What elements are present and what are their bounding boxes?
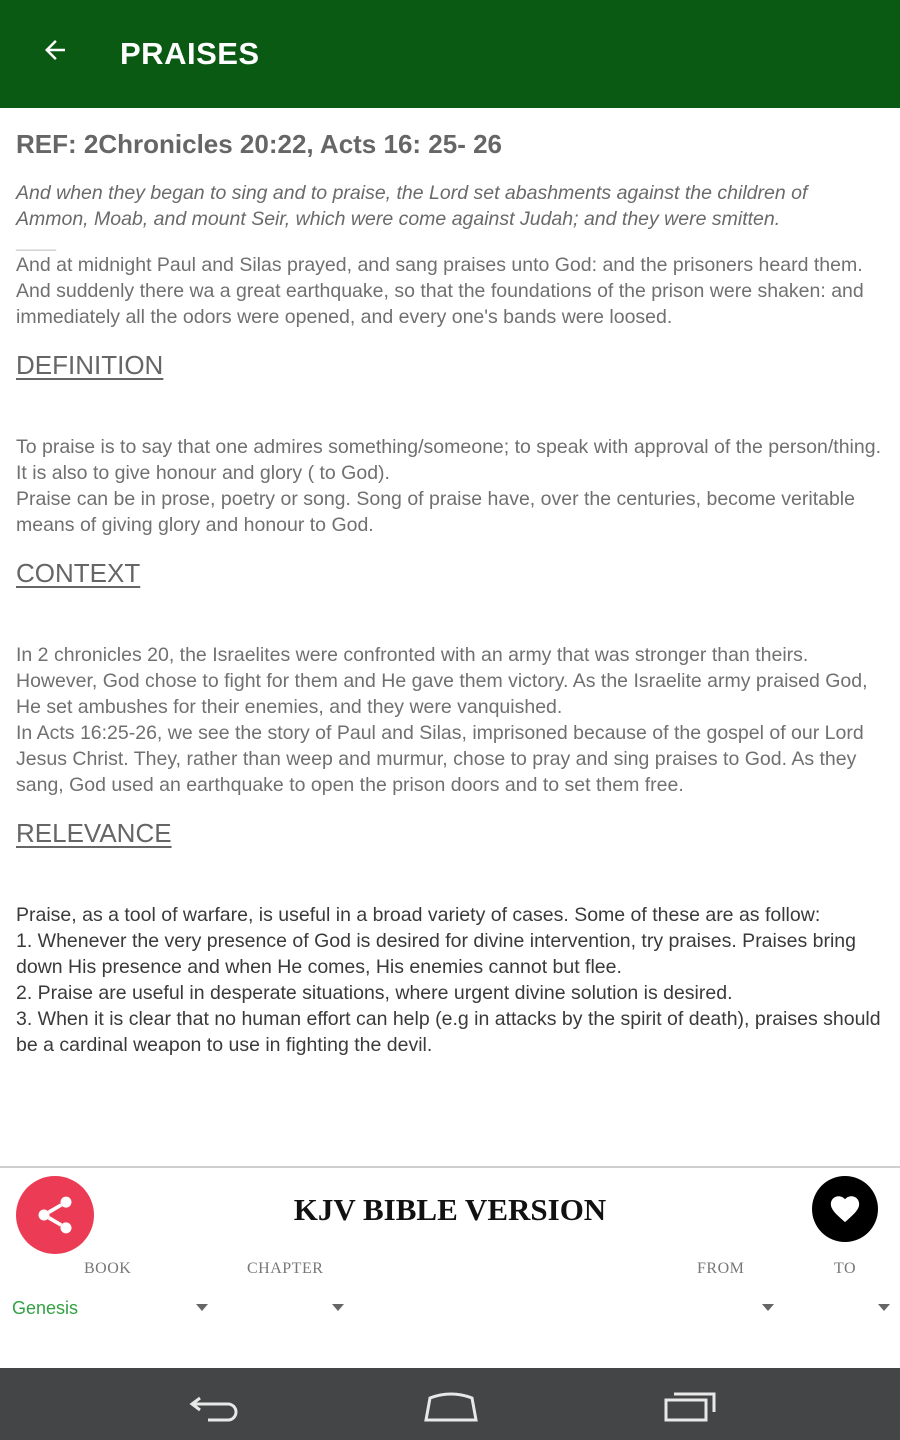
verse-line: And suddenly there wa a great earthquake, so that the foundations of the prison were shaken: and immediately all the odors were opened, and every one's bands were loosed. [16, 280, 864, 328]
verse-separator: ______ [16, 237, 57, 251]
bible-selector-panel [0, 1168, 900, 1368]
verse-line: And at midnight Paul and Silas prayed, and sang praises unto God: and the prisoners heard them. [16, 254, 863, 276]
arrow-left-icon [40, 35, 70, 65]
book-spinner[interactable] [12, 1288, 212, 1328]
nav-recents-icon [656, 1382, 726, 1426]
book-label: BOOK [84, 1260, 132, 1277]
chapter-spinner[interactable] [240, 1288, 350, 1328]
version-title: KJV BIBLE VERSION [293, 1192, 607, 1227]
heart-icon [828, 1192, 862, 1226]
to-spinner[interactable] [800, 1288, 896, 1328]
relevance-paragraph: Praise, as a tool of warfare, is useful in a broad variety of cases. Some of these are as follow: [16, 904, 821, 926]
page-title: PRAISES [120, 36, 260, 71]
favorite-button[interactable] [812, 1176, 878, 1242]
chevron-down-icon [196, 1304, 208, 1311]
book-value: Genesis [12, 1298, 79, 1318]
verse-text: And when they began to sing and to praise, the Lord set abashments against the children of Ammon, Moab, and mount Seir, which were come against Judah; and they were smitten. [16, 182, 808, 230]
definition-paragraph: To praise is to say that one admires something/someone; to speak with approval of the person/thing. It is also to give honour and glory ( to God). [16, 436, 881, 484]
context-paragraph: In 2 chronicles 20, the Israelites were confronted with an army that was stronger than theirs. However, God chose to fight for them and He gave them victory. As the Israelite army praised God, He set ambushes for their enemies, and they were vanquished. [16, 644, 868, 718]
relevance-paragraph: 3. When it is clear that no human effort can help (e.g in attacks by the spirit of death), praises should be a cardinal weapon to use in fighting the devil. [16, 1008, 881, 1056]
relevance-paragraph: 2. Praise are useful in desperate situations, where urgent divine solution is desired. [16, 982, 733, 1004]
nav-home-icon [416, 1382, 486, 1426]
from-label: FROM [697, 1260, 745, 1277]
from-spinner[interactable] [690, 1288, 780, 1328]
section-heading-definition: DEFINITION [16, 350, 164, 380]
article-content[interactable] [0, 108, 900, 1166]
chapter-label: CHAPTER [247, 1260, 324, 1277]
nav-recents-button[interactable] [656, 1382, 726, 1426]
relevance-paragraph: 1. Whenever the very presence of God is desired for divine intervention, try praises. Praises bring down His presence and when He comes, His enemies cannot but flee. [16, 930, 856, 978]
definition-paragraph: Praise can be in prose, poetry or song. Song of praise have, over the centuries, become veritable means of giving glory and honour to God. [16, 488, 855, 536]
nav-home-button[interactable] [416, 1382, 486, 1426]
context-paragraph: In Acts 16:25-26, we see the story of Paul and Silas, imprisoned because of the gospel of our Lord Jesus Christ. They, rather than weep and murmur, chose to pray and sing praises to God. As they sang, God used an earthquake to open the prison doors and to set them free. [16, 722, 864, 796]
nav-back-icon [180, 1382, 250, 1426]
app-bar [0, 0, 900, 108]
reference-line: REF: 2Chronicles 20:22, Acts 16: 25- 26 [16, 129, 503, 159]
section-heading-relevance: RELEVANCE [16, 818, 172, 848]
chevron-down-icon [878, 1304, 890, 1311]
to-label: TO [834, 1260, 857, 1277]
chevron-down-icon [762, 1304, 774, 1311]
section-heading-context: CONTEXT [16, 558, 141, 588]
system-navigation-bar [0, 1368, 900, 1440]
chevron-down-icon [332, 1304, 344, 1311]
nav-back-button[interactable] [180, 1382, 250, 1426]
back-button[interactable] [30, 28, 80, 72]
